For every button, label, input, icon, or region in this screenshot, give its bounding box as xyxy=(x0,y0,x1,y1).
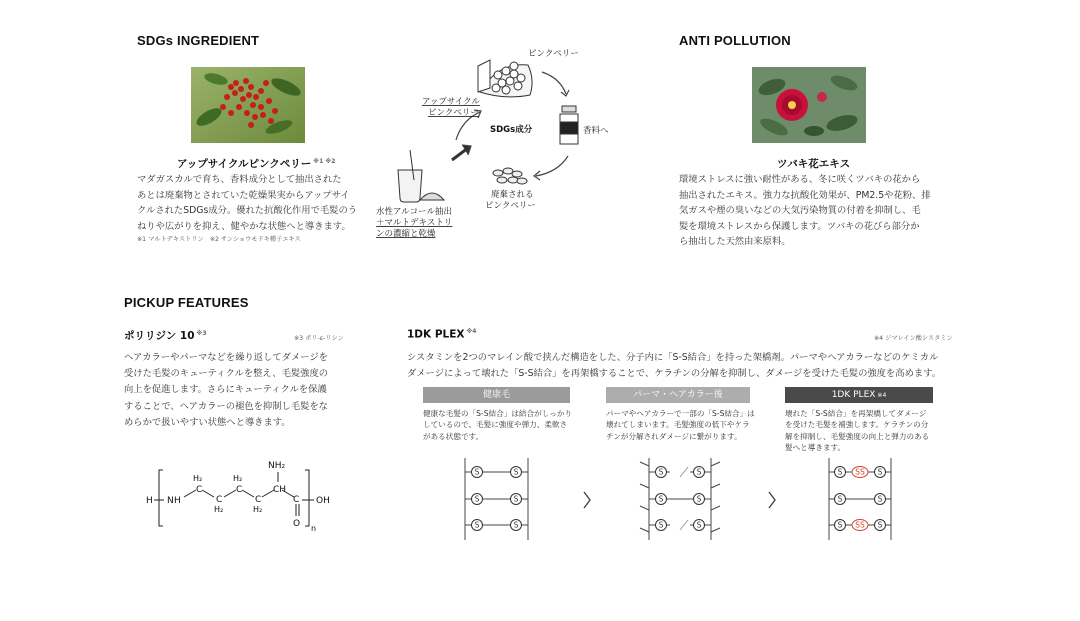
dk-plex-title-note: ※4 xyxy=(466,328,477,335)
svg-text:S: S xyxy=(877,520,883,530)
polylysine-description xyxy=(124,350,364,431)
s-bond-damaged-right xyxy=(694,467,705,478)
svg-text:S: S xyxy=(696,494,702,504)
polylysine-title-text: ポリリジン 10 xyxy=(124,330,195,342)
panel-dkplex-header-note: ※4 xyxy=(877,392,887,399)
svg-text:S: S xyxy=(513,494,519,504)
label-to-fragrance: 香料へ xyxy=(583,126,609,136)
formula-c-1: C xyxy=(196,485,203,495)
formula-hn: H xyxy=(174,496,181,506)
text-line: 解を抑制し、毛髪強度の向上と弾力のある xyxy=(785,431,930,441)
text-line: クルされたSDGs成分。優れた抗酸化作用で毛髪のう xyxy=(137,205,358,217)
panel-damaged-header: パーマ・ヘアカラー後 xyxy=(606,387,750,403)
text-line: 向上を促進します。さらにキューティクルを保護 xyxy=(124,384,327,396)
svg-text:S: S xyxy=(837,520,843,530)
svg-text:S: S xyxy=(474,494,480,504)
sdgs-heading: SDGs INGREDIENT xyxy=(137,33,260,48)
text-line: 健康な毛髪の「S-S結合」は結合がしっかり xyxy=(423,409,573,418)
formula-o: O xyxy=(293,519,301,529)
panel-damaged-text xyxy=(606,408,766,442)
formula-c-5: C xyxy=(293,495,300,505)
svg-text:S: S xyxy=(696,467,702,477)
formula-h2-1: H₂ xyxy=(193,474,203,483)
text-line: がある状態です。 xyxy=(423,431,484,441)
formula-subscript-n: n xyxy=(311,524,317,533)
text-line: パーマやヘアカラーで一部の「S-S結合」は xyxy=(606,409,755,418)
svg-text:S: S xyxy=(658,520,664,530)
formula-ch: CH xyxy=(273,485,287,495)
s-bond-healthy-right xyxy=(511,494,522,505)
svg-text:S: S xyxy=(474,467,480,477)
s-bond-repaired-right xyxy=(875,520,886,531)
sdgs-footnote: ※1 マルトデキストリン ※2 サンショウモドキ種子エキス xyxy=(137,236,301,243)
label-discarded-2: ピンクペリー xyxy=(485,201,536,211)
label-discarded-1: 廃棄される xyxy=(491,190,534,200)
pepper-pile-icon xyxy=(478,60,532,97)
label-extract-3: ンの濃縮と乾燥 xyxy=(376,229,436,239)
camellia-name: ツバキ花エキス xyxy=(777,158,851,170)
label-extract-1: 水性アルコール抽出 xyxy=(376,207,452,217)
s-bond-damaged-right xyxy=(694,494,705,505)
panel-dkplex-header xyxy=(785,387,933,403)
dk-plex-title-text: 1DK PLEX xyxy=(407,328,465,341)
polylysine-title-note: ※3 xyxy=(196,329,207,337)
s-bond-damaged-right xyxy=(694,520,705,531)
panel-healthy-text xyxy=(423,408,583,442)
text-line: ダメージによって壊れた「S-S結合」を再架橋することで、ケラチンの分解を抑制し、ダメージを受けた毛髪の強度を高めます。 xyxy=(407,367,942,379)
svg-text:S: S xyxy=(513,520,519,530)
discarded-pepper-icon xyxy=(493,168,527,184)
s-bond-healthy-right xyxy=(511,467,522,478)
text-line: 受けた毛髪のキューティクルを整え、毛髪強度の xyxy=(124,368,329,380)
text-line: ねりや広がりを抑え、健やかな状態へと導きます。 xyxy=(137,220,351,232)
text-line: 壊れた「S-S結合」を再架橋してダメージ xyxy=(785,409,927,418)
formula-h2-4: H₂ xyxy=(253,505,263,514)
svg-text:S: S xyxy=(877,467,883,477)
s-bond-damaged-left xyxy=(656,467,667,478)
svg-text:S: S xyxy=(658,494,664,504)
formula-c-2: C xyxy=(216,495,223,505)
s-bond-healthy-left xyxy=(472,494,483,505)
s-bond-repaired-left xyxy=(835,520,846,531)
pink-pepper-name-text: アップサイクルピンクペリー xyxy=(177,158,312,170)
text-line: することで、ヘアカラーの褪色を抑制し毛髪をな xyxy=(124,400,328,412)
bottle-icon xyxy=(560,106,578,144)
camellia-photo xyxy=(752,67,866,143)
text-line: 髪へと導きます。 xyxy=(785,443,846,453)
text-line: 髪を環境ストレスから保護します。ツバキの花びら部分か xyxy=(679,220,920,232)
formula-c-4: C xyxy=(255,495,262,505)
svg-text:S: S xyxy=(513,467,519,477)
formula-c-3: C xyxy=(236,485,243,495)
label-extract-2: ＋マルトデキストリ xyxy=(376,218,453,228)
ss-bond-repaired xyxy=(852,467,868,478)
polylysine-structural-formula xyxy=(140,452,340,536)
beaker-icon xyxy=(398,150,444,202)
svg-text:S: S xyxy=(696,520,702,530)
dk-plex-note: ※4 ジマレイン酸シスタミン xyxy=(874,335,953,342)
text-line: 抽出されたエキス。強力な抗酸化効果が、PM2.5や花粉、排 xyxy=(679,189,931,201)
panel-healthy-header: 健康毛 xyxy=(423,387,570,403)
anti-pollution-heading: ANTI POLLUTION xyxy=(679,33,791,48)
s-bond-repaired-left xyxy=(835,467,846,478)
dk-plex-description xyxy=(407,350,967,381)
panel-dkplex-text xyxy=(785,408,945,454)
ss-bond-repaired xyxy=(852,520,868,531)
polylysine-title xyxy=(124,328,207,343)
text-line: 気ガスや煙の臭いなどの大気汚染物質の付着を抑制し、毛 xyxy=(679,205,921,217)
formula-h2-2: H₂ xyxy=(214,505,224,514)
label-upcycle-2: ピンクペリー xyxy=(428,108,479,118)
pickup-heading: PICKUP FEATURES xyxy=(124,295,249,310)
ss-bond-diagrams xyxy=(440,454,960,544)
text-line: を受けた毛髪を補強します。ケラチンの分 xyxy=(785,420,929,430)
formula-h2-3: H₂ xyxy=(233,474,243,483)
text-line: 環境ストレスに強い耐性がある、冬に咲くツバキの花から xyxy=(679,174,921,185)
text-line: ヘアカラーやパーマなどを繰り返してダメージを xyxy=(124,352,328,363)
text-line: めらかで扱いやすい状態へと導きます。 xyxy=(124,416,291,428)
dk-plex-title xyxy=(407,328,476,341)
svg-text:S: S xyxy=(474,520,480,530)
upcycle-diagram xyxy=(370,40,630,245)
s-bond-healthy-left xyxy=(472,467,483,478)
polylysine-note: ※3 ポリ-ε-リシン xyxy=(294,335,344,342)
pink-pepper-name xyxy=(177,156,335,171)
pink-pepper-description xyxy=(137,172,367,234)
text-line: シスタミンを2つのマレイン酸で挟んだ構造をした、分子内に「S-S結合」を持った架橋剤。パーマやヘアカラーなどのケミカル xyxy=(407,352,939,363)
pink-pepper-photo xyxy=(191,67,305,143)
svg-text:SS: SS xyxy=(855,467,865,477)
s-bond-repaired-right xyxy=(875,494,886,505)
s-bond-damaged-left xyxy=(656,520,667,531)
s-bond-damaged-left xyxy=(656,494,667,505)
s-bond-repaired-right xyxy=(875,467,886,478)
formula-n: N xyxy=(167,496,174,506)
svg-text:S: S xyxy=(658,467,664,477)
text-line: あとは廃棄物とされていた乾燥果実からアップサイ xyxy=(137,189,350,201)
s-bond-repaired-left xyxy=(835,494,846,505)
svg-text:SS: SS xyxy=(855,520,865,530)
text-line: 壊れてしまいます。毛髪強度の低下やケラ xyxy=(606,420,750,430)
text-line: マダガスカルで育ち、香料成分として抽出された xyxy=(137,174,342,185)
svg-text:S: S xyxy=(837,494,843,504)
label-upcycle-1: アップサイクル xyxy=(422,97,480,107)
text-line: しているので、毛髪に強度や弾力、柔軟さ xyxy=(423,420,568,430)
formula-oh: OH xyxy=(316,496,330,506)
label-pink-pepper: ピンクペリー xyxy=(528,49,579,59)
formula-h: H xyxy=(146,496,153,506)
formula-nh2: NH₂ xyxy=(268,461,286,471)
text-line: チンが分解されダメージに繋がります。 xyxy=(606,431,742,441)
svg-text:S: S xyxy=(837,467,843,477)
svg-text:S: S xyxy=(877,494,883,504)
pink-pepper-name-note: ※1 ※2 xyxy=(313,157,336,165)
camellia-description xyxy=(679,172,949,250)
panel-dkplex-header-text: 1DK PLEX xyxy=(831,390,876,400)
s-bond-healthy-right xyxy=(511,520,522,531)
text-line: ら抽出した天然由来原料。 xyxy=(679,236,791,248)
s-bond-healthy-left xyxy=(472,520,483,531)
label-sdgs-center: SDGs成分 xyxy=(490,125,533,135)
